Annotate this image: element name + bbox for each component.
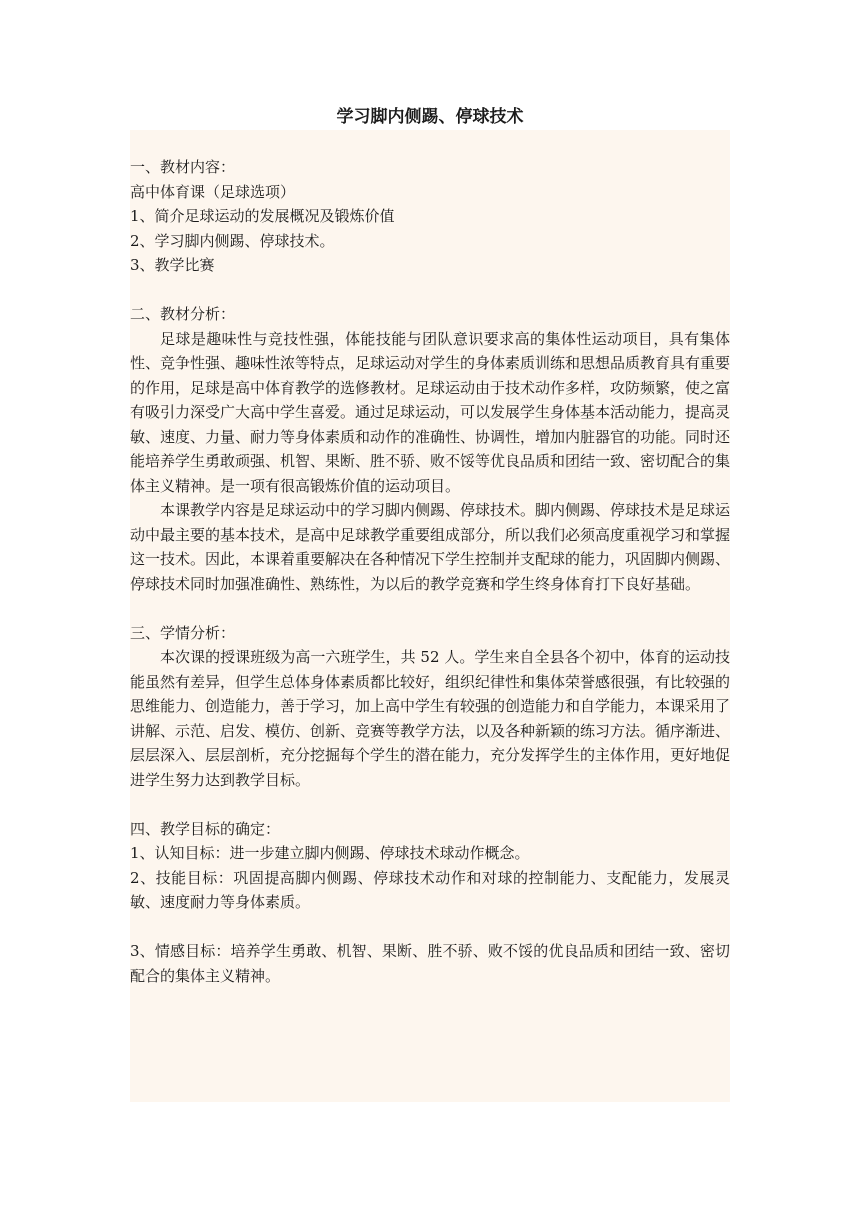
section-heading-students: 三、学情分析： <box>130 623 236 642</box>
goal-item: 1、认知目标：进一步建立脚内侧踢、停球技术球动作概念。 <box>130 844 530 862</box>
students-paragraph: 本次课的授课班级为高一六班学生，共 52 人。学生来自全县各个初中，体育的运动技能虽然有差异，但学生总体身体素质都比较好，组织纪律性和集体荣誉感很强，有比较强的思维能力、创造能力，善于学习，加上高中学生有较强的创造能力和自学能力，本课采用了讲解、示范、启发、模仿、创新、竞赛等教学方法，以及各种新颖的练习方法。循序渐进、层层深入、层层剖析，充分挖掘每个学生的潜在能力，充分发挥学生的主体作用，更好地促进学生努力达到教学目标。 <box>130 648 731 789</box>
materials-line: 高中体育课（足球选项） <box>130 182 296 201</box>
section-heading-materials: 一、教材内容： <box>130 158 236 176</box>
section-heading-analysis: 二、教材分析： <box>130 305 236 323</box>
section-heading-goals: 四、教学目标的确定： <box>130 819 281 838</box>
materials-line: 3、教学比赛 <box>130 256 215 274</box>
analysis-paragraph: 足球是趣味性与竞技性强，体能技能与团队意识要求高的集体性运动项目，具有集体性、竞争性强、趣味性浓等特点，足球运动对学生的身体素质训练和思想品质教育具有重要的作用，足球是高中体育教学的选修教材。足球运动由于技术动作多样，攻防频繁，使之富有吸引力深受广大高中学生喜爱。通过足球运动，可以发展学生身体基本活动能力，提高灵敏、速度、力量、耐力等身体素质和动作的准确性、协调性，增加内脏器官的功能。同时还能培养学生勇敢顽强、机智、果断、胜不骄、败不馁等优良品质和团结一致、密切配合的集体主义精神。是一项有很高锻炼价值的运动项目。 <box>130 329 731 495</box>
page-title: 学习脚内侧踢、停球技术 <box>336 107 524 127</box>
materials-line: 1、简介足球运动的发展概况及锻炼价值 <box>130 207 395 225</box>
goal-item: 2、技能目标：巩固提高脚内侧踢、停球技术动作和对球的控制能力、支配能力，发展灵敏、速度耐力等身体素质。 <box>130 868 730 911</box>
document-body <box>130 130 730 1102</box>
materials-line: 2、学习脚内侧踢、停球技术。 <box>130 231 335 250</box>
goal-item: 3、情感目标：培养学生勇敢、机智、果断、胜不骄、败不馁的优良品质和团结一致、密切配合的集体主义精神。 <box>130 942 730 985</box>
analysis-paragraph: 本课教学内容是足球运动中的学习脚内侧踢、停球技术。脚内侧踢、停球技术是足球运动中最主要的基本技术，是高中足球教学重要组成部分，所以我们必须高度重视学习和掌握这一技术。因此，本课着重要解决在各种情况下学生控制并支配球的能力，巩固脚内侧踢、停球技术同时加强准确性、熟练性，为以后的教学竞赛和学生终身体育打下良好基础。 <box>130 501 731 593</box>
